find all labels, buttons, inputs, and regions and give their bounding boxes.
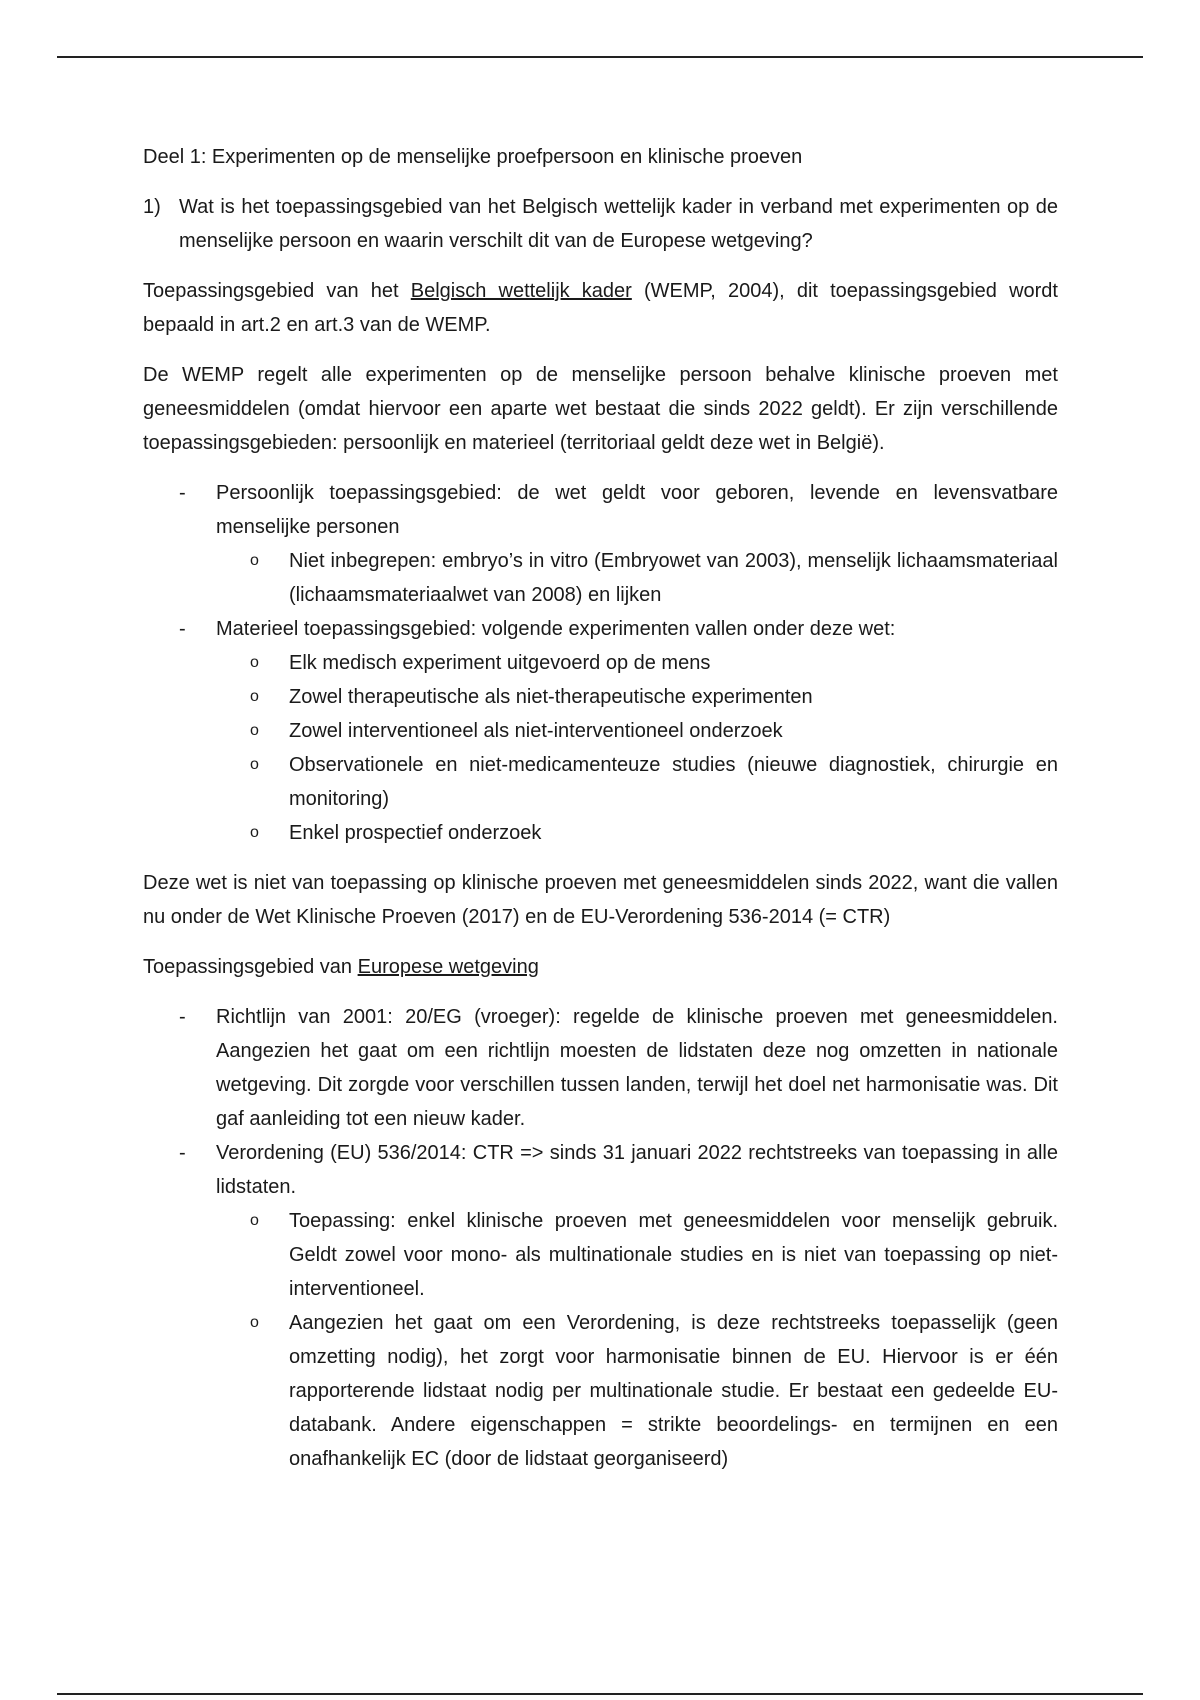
circle-bullet: o xyxy=(250,688,259,705)
dash-bullet: - xyxy=(179,618,186,640)
question-1 xyxy=(143,190,1058,258)
european-scope-list xyxy=(143,1000,1058,1476)
dash-bullet: - xyxy=(179,1142,186,1164)
belgian-scope-intro-before: Toepassingsgebied van het xyxy=(143,280,411,302)
european-scope-intro-before: Toepassingsgebied van xyxy=(143,956,358,978)
list-item-text: Persoonlijk toepassingsgebied: de wet geldt voor geboren, levende en levensvatbare menselijke personen xyxy=(216,482,1058,538)
list-item-regulation-536 xyxy=(143,1136,1058,1476)
belgian-scope-intro xyxy=(143,274,1058,342)
circle-bullet: o xyxy=(250,824,259,841)
european-legislation-term: Europese wetgeving xyxy=(357,956,539,978)
circle-bullet: o xyxy=(250,722,259,739)
list-item-text: Verordening (EU) 536/2014: CTR => sinds 31 januari 2022 rechtstreeks van toepassing in alle lidstaten. xyxy=(216,1142,1058,1198)
document-page xyxy=(143,140,1058,1492)
sub-list-item: o Aangezien het gaat om een Verordening, is deze rechtstreeks toepasselijk (geen omzetting nodig), het zorgt voor harmonisatie binnen de EU. Hiervoor is er één rapporterende lidstaat nodig per multinationale studie. Er bestaat een gedeelde EU-databank. Andere eigenschappen = strikte beoordelings- en termijnen en een onafhankelijk EC (door de lidstaat georganiseerd) xyxy=(216,1306,1058,1476)
dash-bullet: - xyxy=(179,482,186,504)
list-item-text: Richtlijn van 2001: 20/EG (vroeger): regelde de klinische proeven met geneesmiddelen. Aangezien het gaat om een richtlijn moesten de lidstaten deze nog omzetten in nationale wetgeving. Dit zorgde voor verschillen tussen landen, terwijl het doel net harmonisatie was. Dit gaf aanleiding tot een nieuw kader. xyxy=(216,1006,1058,1130)
wemp-paragraph: De WEMP regelt alle experimenten op de menselijke persoon behalve klinische proeven met geneesmiddelen (omdat hiervoor een aparte wet bestaat die sinds 2022 geldt). Er zijn verschillende toepassingsgebieden: persoonlijk en materieel (territoriaal geldt deze wet in België). xyxy=(143,364,1058,454)
circle-bullet: o xyxy=(250,1314,259,1331)
sub-list-item: o Zowel interventioneel als niet-interventioneel onderzoek xyxy=(216,714,1058,748)
question-number: 1) xyxy=(143,196,161,218)
sub-list-item: o Observationele en niet-medicamenteuze studies (nieuwe diagnostiek, chirurgie en monitoring) xyxy=(216,748,1058,816)
sub-list xyxy=(216,1204,1058,1476)
list-item-personal-scope xyxy=(143,476,1058,612)
top-rule xyxy=(57,56,1143,58)
sub-list xyxy=(216,544,1058,612)
circle-bullet: o xyxy=(250,1212,259,1229)
dash-bullet: - xyxy=(179,1006,186,1028)
sub-list-item: o Zowel therapeutische als niet-therapeutische experimenten xyxy=(216,680,1058,714)
european-scope-intro xyxy=(143,950,1058,984)
circle-bullet: o xyxy=(250,552,259,569)
circle-bullet: o xyxy=(250,654,259,671)
list-item-material-scope xyxy=(143,612,1058,850)
bottom-rule xyxy=(57,1693,1143,1695)
sub-list-item: o Elk medisch experiment uitgevoerd op de mens xyxy=(216,646,1058,680)
question-text: Wat is het toepassingsgebied van het Belgisch wettelijk kader in verband met experimenten op de menselijke persoon en waarin verschilt dit van de Europese wetgeving? xyxy=(179,196,1058,252)
belgian-legal-framework-term: Belgisch wettelijk kader xyxy=(410,280,632,302)
circle-bullet: o xyxy=(250,756,259,773)
list-item-directive-2001 xyxy=(143,1000,1058,1136)
not-applicable-paragraph: Deze wet is niet van toepassing op klinische proeven met geneesmiddelen sinds 2022, want die vallen nu onder de Wet Klinische Proeven (2017) en de EU-Verordening 536-2014 (= CTR) xyxy=(143,872,1058,928)
sub-list-item: o Enkel prospectief onderzoek xyxy=(216,816,1058,850)
belgian-scope-intro-after: (WEMP, 2004), dit toepassingsgebied wordt bepaald in art.2 en art.3 van de WEMP. xyxy=(143,280,1058,336)
sub-list xyxy=(216,646,1058,850)
sub-list-item: o Niet inbegrepen: embryo’s in vitro (Embryowet van 2003), menselijk lichaamsmateriaal (lichaamsmateriaalwet van 2008) en lijken xyxy=(216,544,1058,612)
belgian-scope-list xyxy=(143,476,1058,850)
section-heading: Deel 1: Experimenten op de menselijke proefpersoon en klinische proeven xyxy=(143,146,803,168)
sub-list-item: o Toepassing: enkel klinische proeven met geneesmiddelen voor menselijk gebruik. Geldt zowel voor mono- als multinationale studies en is niet van toepassing op niet-interventioneel. xyxy=(216,1204,1058,1306)
list-item-text: Materieel toepassingsgebied: volgende experimenten vallen onder deze wet: xyxy=(216,618,896,640)
